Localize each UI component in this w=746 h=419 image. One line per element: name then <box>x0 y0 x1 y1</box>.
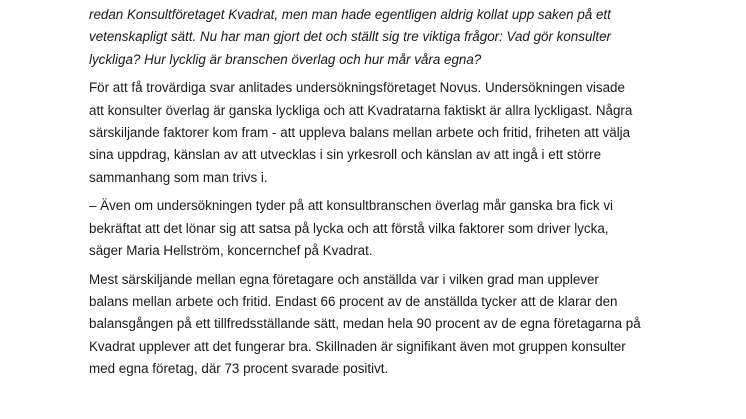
paragraph-quote <box>89 195 689 262</box>
intro-line: lyckliga? Hur lycklig är branschen överlag och hur mår våra egna? <box>89 51 482 67</box>
paragraph-line: Mest särskiljande mellan egna företagare och anställda var i vilken grad man upplever <box>89 271 599 287</box>
paragraph-line: sina uppdrag, känslan av att utvecklas i sin yrkesroll och känslan av att ingå i ett större <box>89 147 602 163</box>
paragraph-line: balansgången på ett tillfredsställande sätt, medan hela 90 procent av de egna företagarna på <box>89 316 641 332</box>
document-body <box>89 4 689 380</box>
intro-line: redan Konsultföretaget Kvadrat, men man hade egentligen aldrig kollat upp saken på ett <box>89 7 611 22</box>
paragraph-line: sammanhang som man trivs i. <box>89 169 268 185</box>
paragraph-line: Kvadrat upplever att det fungerar bra. Skillnaden är signifikant även mot gruppen konsulter <box>89 338 626 354</box>
intro-italic-paragraph <box>89 4 689 71</box>
paragraph-line: balans mellan arbete och fritid. Endast 66 procent av de anställda tycker att de klarar den <box>89 294 618 310</box>
paragraph-line: För att få trovärdiga svar anlitades undersökningsföretaget Novus. Undersökningen visade <box>89 80 625 96</box>
paragraph-line: – Även om undersökningen tyder på att konsultbranschen överlag mår ganska bra fick vi <box>89 198 614 214</box>
paragraph-balance-stats <box>89 269 689 380</box>
paragraph-line: med egna företag, där 73 procent svarade positivt. <box>89 360 389 376</box>
paragraph-line: särskiljande faktorer kom fram - att uppleva balans mellan arbete och fritid, friheten att välja <box>89 124 631 140</box>
paragraph-novus-survey <box>89 77 689 188</box>
intro-line: vetenskapligt sätt. Nu har man gjort det och ställt sig tre viktiga frågor: Vad gör konsulter <box>89 29 611 45</box>
paragraph-line: bekräftat att det lönar sig att satsa på lycka och att förstå vilka faktorer som driver lycka, <box>89 220 609 236</box>
paragraph-line: säger Maria Hellström, koncernchef på Kvadrat. <box>89 242 373 258</box>
paragraph-line: att konsulter överlag är ganska lyckliga och att Kvadratarna faktiskt är allra lyckligast. Några <box>89 102 633 118</box>
